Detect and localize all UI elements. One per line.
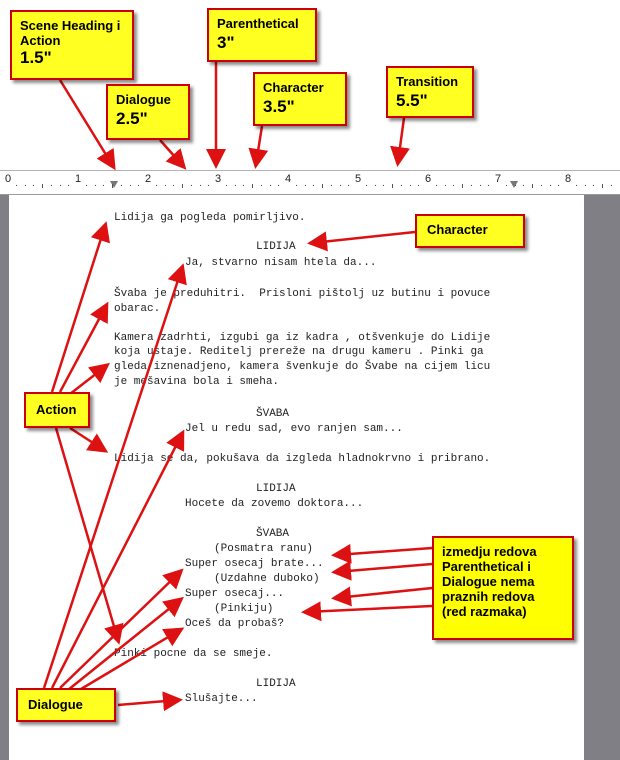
callout-label: Dialogue [28,697,83,712]
callout-scene-heading [10,10,134,80]
character-line: ŠVABA [256,408,290,420]
callout-transition [386,66,474,118]
dialogue-line: Oceš da probaš? [185,618,285,630]
callout-parenthetical [207,8,317,62]
arrow-dialogue [60,572,180,688]
callout-label: Dialogue [116,92,171,107]
callout-label: Scene Heading i [20,18,121,33]
action-line: koja ustaje. Reditelj prereže na drugu kameru . Pinki ga [114,346,484,358]
callout-character-top [253,72,347,126]
action-line: Lidija se da, pokušava da izgleda hladnokrvno i pribrano. [114,453,491,465]
note-line: izmedju redova [442,544,537,559]
callout-value: 2.5" [116,109,148,128]
callout-note [432,536,574,640]
ruler-number: 6 [425,173,432,185]
ruler-number: 1 [75,173,82,185]
callout-character-side [415,214,525,248]
character-line: LIDIJA [256,483,296,495]
ruler-number: 0 [5,173,12,185]
parenthetical-line: (Pinkiju) [214,603,274,615]
arrow-dialogue [118,700,178,705]
action-line: Lidija ga pogleda pomirljivo. [114,212,306,224]
character-line: LIDIJA [256,241,296,253]
dialogue-line: Super osecaj brate... [185,558,324,570]
arrow-note [336,564,432,572]
callout-dialogue-top [106,84,190,140]
action-line: je mešavina bola i smeha. [114,376,280,388]
note-line: (red razmaka) [442,604,527,619]
parenthetical-line: (Posmatra ranu) [214,543,314,555]
arrow-note [306,606,432,612]
ruler-number: 5 [355,173,362,185]
dialogue-line: Slušajte... [185,693,258,705]
action-line: Pinki pocne da se smeje. [114,648,273,660]
arrow-action [56,428,118,640]
callout-value: 1.5" [20,48,52,67]
action-line: obarac. [114,303,161,315]
action-line: Švaba je preduhitri. Prisloni pištolj uz butinu i povuce [114,288,491,300]
arrow-character-side [312,232,415,243]
callout-value: 5.5" [396,91,428,110]
callout-label: Action [20,33,61,48]
dialogue-line: Ja, stvarno nisam htela da... [185,257,377,269]
arrow-character-top [256,126,262,164]
arrow-action [70,428,104,450]
callout-label: Character [427,222,488,237]
dialogue-line: Jel u redu sad, evo ranjen sam... [185,423,403,435]
callout-label: Action [36,402,77,417]
callout-value: 3" [217,33,235,52]
action-line: Kamera zadrhti, izgubi ga iz kadra , otšvenkuje do Lidije [114,332,491,344]
callout-dialogue-bottom [16,688,116,722]
arrow-action [70,366,106,394]
callout-value: 3.5" [263,97,295,116]
arrow-note [336,548,432,555]
arrow-action [52,226,105,392]
ruler-number: 7 [495,173,502,185]
ruler-number: 8 [565,173,572,185]
ruler-number: 2 [145,173,152,185]
parenthetical-line: (Uzdahne duboko) [214,573,320,585]
note-line: Parenthetical i [442,559,531,574]
callout-label: Character [263,80,324,95]
callout-action [24,392,90,428]
arrow-transition [398,118,404,162]
dialogue-line: Hocete da zovemo doktora... [185,498,364,510]
note-line: Dialogue nema [442,574,535,589]
character-line: LIDIJA [256,678,296,690]
callout-label: Transition [396,74,459,89]
action-line: gleda iznenadjeno, kamera švenkuje do Švabe na cijem licu [114,361,491,373]
callout-label: Parenthetical [217,16,299,31]
arrow-note [336,588,432,598]
arrow-dialogue-top [160,140,183,166]
note-line: praznih redova [442,589,535,604]
ruler-number: 4 [285,173,292,185]
arrow-dialogue [68,600,180,690]
arrow-dialogue [76,630,180,692]
ruler-number: 3 [215,173,222,185]
character-line: ŠVABA [256,528,290,540]
dialogue-line: Super osecaj... [185,588,285,600]
